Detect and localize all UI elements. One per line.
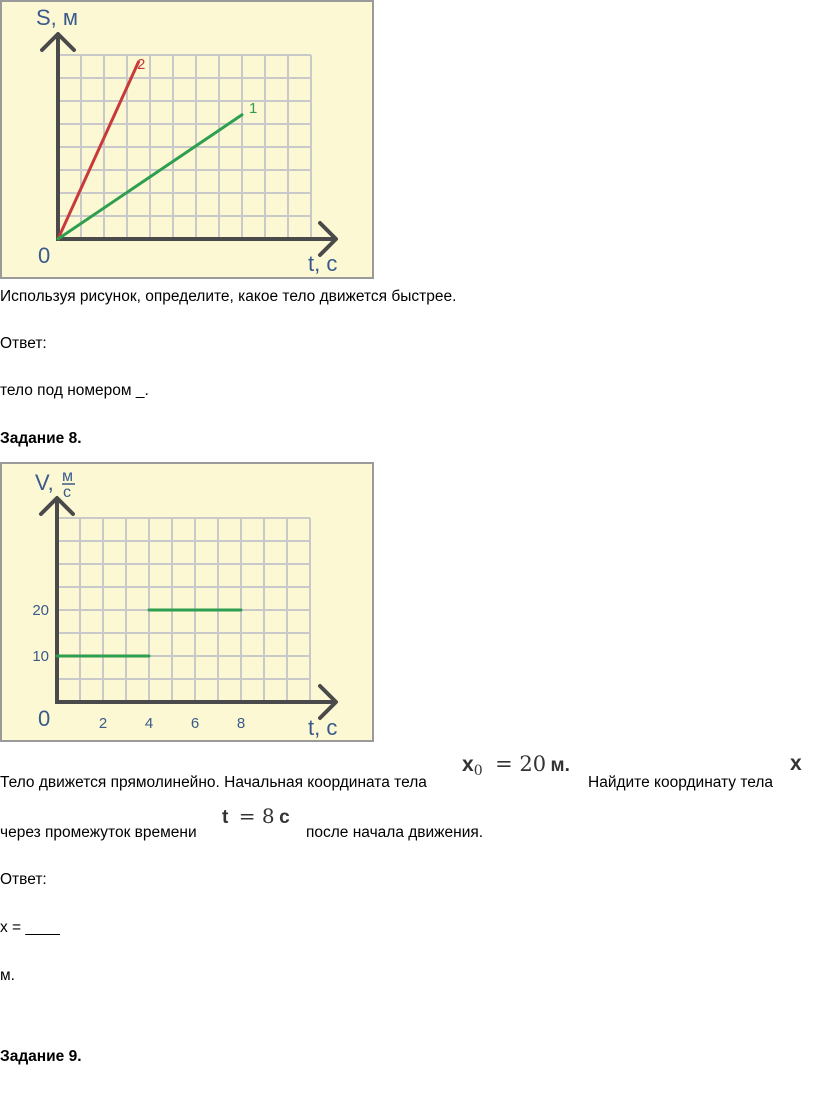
formula-t-eq: = 8 [238, 804, 275, 828]
y-axis [42, 34, 74, 239]
x-tick-label: 2 [98, 715, 108, 732]
y-tick-label: 10 [32, 648, 49, 665]
q8-line2-text: через промежуток времени [0, 824, 197, 841]
q8-line1-text-b: Найдите координату тела [588, 774, 774, 791]
formula-x-var: x [790, 752, 802, 775]
q8-line2-text-b: после начала движения. [306, 824, 484, 841]
y-axis-label: V, [35, 470, 54, 495]
formula-t-var: t [222, 807, 229, 828]
formula-t-unit: c [279, 807, 290, 828]
velocity-time-chart [2, 464, 376, 744]
q8-unit: м. [0, 967, 15, 984]
q7-question: Используя рисунок, определите, какое тело движется быстрее. [0, 288, 457, 305]
formula-x0-unit: м. [550, 755, 570, 776]
origin-label: 0 [38, 243, 51, 268]
x-tick-label: 6 [190, 715, 200, 732]
answer-label-1: Ответ: [0, 335, 47, 352]
origin-label: 0 [38, 706, 51, 731]
line-1-label: 1 [249, 100, 258, 117]
y-axis-label: S, м [36, 5, 79, 30]
figure-velocity-time [0, 462, 374, 742]
y-axis [41, 498, 73, 702]
line-2-label: 2 [137, 56, 146, 73]
formula-x0 [462, 752, 570, 779]
formula-x0-eq: = 20 [495, 752, 547, 776]
formula-t [222, 804, 290, 829]
y-axis-unit-denominator: с [63, 484, 71, 501]
formula-x [790, 752, 802, 776]
x-axis-label: t, c [308, 251, 338, 276]
figure-distance-time [0, 0, 374, 279]
y-axis-unit-numerator: м [62, 468, 73, 485]
x-tick-label: 8 [236, 715, 246, 732]
x-axis-label: t, c [308, 715, 338, 740]
formula-x0-sub: 0 [473, 763, 483, 780]
q8-line1-text: Тело движется прямолинейно. Начальная координата тела [0, 774, 427, 791]
q7-answer: тело под номером _. [0, 382, 149, 399]
x-tick-label: 4 [144, 715, 154, 732]
q8-answer: x = ____ [0, 919, 60, 936]
answer-label-2: Ответ: [0, 871, 47, 888]
task8-heading: Задание 8. [0, 430, 82, 447]
chart-grid [58, 55, 311, 239]
task9-heading: Задание 9. [0, 1048, 82, 1065]
distance-time-chart [2, 2, 376, 281]
tick-labels [32, 602, 245, 732]
y-tick-label: 20 [32, 602, 49, 619]
formula-x0-var: x [462, 753, 474, 776]
